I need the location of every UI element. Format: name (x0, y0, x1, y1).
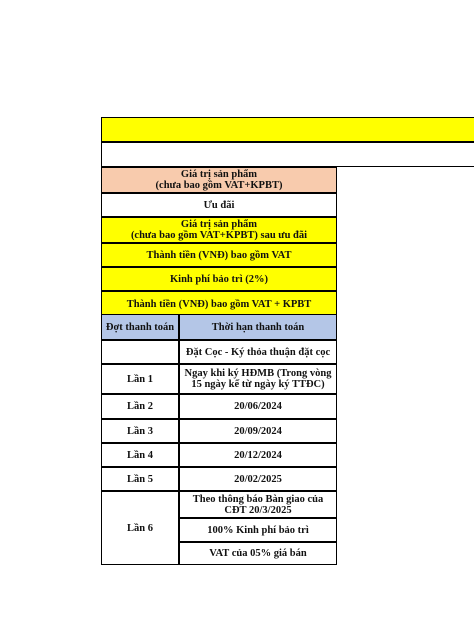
installment-cell-4: Lần 4 (101, 443, 179, 467)
value-after-discount-label: Giá trị sản phẩm (chưa bao gồm VAT+KPBT) sau ưu đãi (101, 217, 337, 243)
product-value-label: Giá trị sản phẩm (chưa bao gồm VAT+KPBT) (101, 167, 337, 193)
installment-cell-3: Lần 3 (101, 419, 179, 443)
maintenance-fee-label: Kinh phí bảo trì (2%) (101, 267, 337, 291)
deadline-cell-1: Ngay khi ký HĐMB (Trong vòng 15 ngày kể từ ngày ký TTĐC) (179, 364, 337, 394)
installment-cell-6: Lần 6 (101, 491, 179, 565)
installment-cell-5: Lần 5 (101, 467, 179, 491)
deadline-cell-3: 20/09/2024 (179, 419, 337, 443)
discount-label: Ưu đãi (101, 193, 337, 217)
total-with-vat-kpbt-label: Thành tiền (VNĐ) bao gồm VAT + KPBT (101, 291, 337, 317)
deadline-cell-2: 20/06/2024 (179, 394, 337, 419)
deadline-cell-5: 20/02/2025 (179, 467, 337, 491)
installment-cell-2: Lần 2 (101, 394, 179, 419)
header-title-cell (101, 117, 474, 142)
deadline-cell-6-handover: Theo thông báo Bàn giao của CĐT 20/3/2025 (179, 491, 337, 518)
deadline-cell-4: 20/12/2024 (179, 443, 337, 467)
deadline-cell-deposit: Đặt Cọc - Ký thỏa thuận đặt cọc (179, 340, 337, 364)
installment-cell-deposit (101, 340, 179, 364)
installment-cell-1: Lần 1 (101, 364, 179, 394)
header-subtitle-cell (101, 142, 474, 167)
total-with-vat-label: Thành tiền (VNĐ) bao gồm VAT (101, 243, 337, 267)
col-header-installment: Đợt thanh toán (101, 314, 179, 340)
col-header-deadline: Thời hạn thanh toán (179, 314, 337, 340)
deadline-cell-6-maintenance: 100% Kinh phí bảo trì (179, 518, 337, 542)
deadline-cell-6-vat: VAT của 05% giá bán (179, 542, 337, 565)
